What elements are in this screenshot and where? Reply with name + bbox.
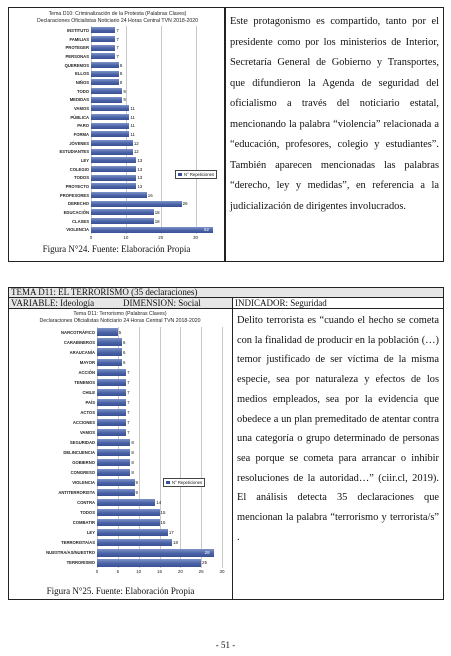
x-tick-label: 30: [219, 569, 225, 574]
category-label: CLASES: [72, 218, 89, 224]
x-gridline: [222, 327, 223, 568]
x-tick-label: 10: [123, 235, 129, 240]
bar: [97, 459, 130, 466]
bar: [91, 227, 213, 233]
category-label: TERRORISTA/AS: [61, 540, 95, 546]
data-label: 8: [131, 460, 134, 466]
x-gridline: [180, 327, 181, 568]
bar: [97, 449, 130, 456]
category-label: EDUCACIÓN: [63, 209, 89, 215]
bar: [97, 509, 160, 516]
x-tick-label: 20: [177, 569, 183, 574]
data-label: 26: [182, 201, 188, 207]
legend: [163, 478, 205, 487]
category-label: VAMOS: [73, 105, 89, 111]
data-label: 7: [116, 36, 119, 42]
category-label: TODO: [76, 88, 89, 94]
legend-label: N° Repeticiones: [172, 480, 203, 485]
chart-title-line1: Tema D11: Terrorismo (Palabras Claves): [73, 311, 167, 317]
data-label: 7: [127, 429, 130, 435]
dimension-label: DIMENSION: Social: [123, 297, 201, 308]
data-label: 12: [133, 140, 139, 146]
legend-swatch: [166, 481, 170, 484]
bar: [97, 539, 172, 546]
bar: [91, 105, 129, 111]
bar: [97, 369, 126, 376]
data-label: 15: [160, 520, 166, 526]
category-label: CONGRESO: [70, 470, 95, 476]
bar: [97, 489, 135, 496]
data-label: 7: [127, 399, 130, 405]
bar: [97, 328, 118, 335]
x-tick-label: 25: [198, 569, 204, 574]
bar: [91, 79, 119, 85]
category-label: JÓVENES: [69, 140, 89, 146]
category-label: FORMA: [73, 131, 89, 137]
category-label: LEY: [86, 530, 95, 536]
bar: [97, 559, 201, 566]
category-label: DELINCUENCIA: [63, 450, 95, 456]
legend-swatch: [178, 173, 182, 176]
category-label: CHILE: [82, 389, 95, 395]
data-label: 13: [137, 157, 143, 163]
chart-title-line1: Tema D10: Criminalización de la Protesta (Palabras Claves): [48, 11, 187, 17]
data-label: 9: [135, 490, 138, 496]
category-label: NIÑOS: [75, 79, 89, 85]
category-label: ACTOS: [80, 409, 95, 415]
bar: [97, 348, 122, 355]
bar: [91, 201, 182, 207]
data-label: 7: [127, 389, 130, 395]
category-label: CONTRA: [77, 500, 95, 506]
category-label: TODOS: [80, 510, 95, 516]
data-label: 7: [127, 369, 130, 375]
category-label: VIOLENCIA: [66, 227, 89, 233]
data-label: 8: [119, 62, 123, 68]
data-label: 8: [131, 470, 134, 476]
indicator-label: INDICADOR: Seguridad: [235, 297, 327, 308]
bar: [97, 499, 155, 506]
category-label: TODOS: [74, 175, 89, 181]
bar: [97, 519, 160, 526]
data-label: 6: [123, 359, 126, 365]
category-label: PROYECTO: [65, 183, 89, 189]
data-label: 16: [147, 192, 153, 198]
bar: [97, 399, 126, 406]
x-tick-label: 5: [116, 569, 120, 574]
bar: [91, 114, 129, 120]
bar: [91, 62, 119, 68]
bar: [97, 429, 126, 436]
category-label: ELLOS: [75, 71, 89, 77]
data-label: 13: [137, 166, 143, 172]
data-label: 13: [137, 175, 143, 181]
bar: [97, 409, 126, 416]
bar: [91, 97, 122, 103]
x-tick-label: 20: [158, 235, 164, 240]
data-label: 18: [154, 209, 160, 215]
category-label: PAÍS: [85, 399, 95, 405]
category-label: COMBATIR: [72, 520, 95, 526]
bar: [97, 439, 130, 446]
x-tick-label: 30: [193, 235, 199, 240]
x-tick-label: 0: [89, 235, 93, 240]
bar: [91, 131, 129, 137]
data-label: 28: [204, 550, 210, 556]
chart-d10: [15, 10, 220, 242]
bar: [91, 53, 115, 59]
category-label: ANTITERRORISTA: [58, 490, 95, 496]
bar: [91, 71, 119, 77]
figure-caption: Figura N°24. Fuente: Elaboración Propia: [42, 244, 191, 254]
bar: [91, 27, 115, 33]
data-label: 52: [204, 227, 209, 233]
data-label: 5: [118, 329, 122, 335]
data-label: 17: [168, 530, 174, 536]
x-gridline: [196, 26, 197, 234]
category-label: MAYOR: [79, 359, 95, 365]
bar: [91, 175, 136, 181]
figure-caption: Figura N°25. Fuente: Elaboración Propia: [46, 586, 195, 596]
data-label: 8: [131, 439, 134, 445]
bar: [91, 88, 122, 94]
category-label: MEDIDAS: [69, 97, 89, 103]
category-label: COLEGIO: [69, 166, 89, 172]
data-label: 7: [116, 53, 119, 59]
category-label: FAMILIAS: [69, 36, 89, 42]
category-label: VAMOS: [79, 429, 95, 435]
data-label: 13: [137, 183, 143, 189]
chart-d11: [13, 310, 227, 580]
bar: [91, 149, 133, 155]
bar: [97, 549, 214, 556]
data-label: 18: [173, 540, 178, 546]
page-number: - 51 -: [215, 640, 236, 650]
variable-label: VARIABLE: Ideología: [11, 297, 95, 308]
bar: [97, 529, 168, 536]
bar: [97, 469, 130, 476]
data-label: 7: [116, 45, 119, 51]
x-tick-label: 15: [156, 569, 162, 574]
data-label: 8: [131, 450, 134, 456]
data-label: 6: [123, 349, 126, 355]
bar: [97, 389, 126, 396]
category-label: PERSONAS: [65, 53, 89, 59]
bar: [91, 140, 133, 146]
data-label: 11: [130, 105, 135, 111]
data-label: 11: [130, 114, 135, 120]
data-label: 14: [156, 500, 162, 506]
x-gridline: [201, 327, 202, 568]
data-label: 15: [160, 510, 166, 516]
data-label: 12: [133, 149, 139, 155]
category-label: LEY: [80, 157, 89, 163]
bar: [91, 209, 154, 215]
body-paragraph: Delito terrorista es “cuando el hecho se cometa con la finalidad de producir en la población (…) temor justificado de ser víctima de la misma especie, sea por naturaleza y efectos de los medios empleados, sea por la evidencia que obedece a un plan premeditado de atentar contra una categoría o grupo determinado de personas sea porque se cometa para arrancar o inhibir resoluciones de la autoridad…” (ciir.cl, 2019). El análisis detecta 35 declaraciones que mencionan la palabra “terrorismo y terrorista/s” .: [237, 315, 439, 543]
data-label: 9: [123, 97, 126, 103]
x-tick-label: 0: [95, 569, 99, 574]
legend-label: N° Repeticiones: [184, 172, 215, 177]
category-label: ESTUDIANTES: [59, 149, 89, 155]
bar: [91, 45, 115, 51]
data-label: 6: [123, 339, 126, 345]
data-label: 25: [202, 560, 208, 566]
category-label: PARO: [77, 123, 89, 129]
category-label: NARCOTRÁFICO: [61, 329, 95, 335]
bar: [97, 338, 122, 345]
theme-title: TEMA D11: EL TERRORISMO (35 declaraciones): [11, 287, 198, 297]
bar: [91, 183, 136, 189]
data-label: 8: [119, 79, 123, 85]
category-label: INSTITUTO: [66, 27, 89, 33]
category-label: SEGURIDAD: [69, 439, 95, 445]
x-tick-label: 10: [136, 569, 142, 574]
chart-title-line2: Declaraciones Oficialistas Noticiario 24 Horas Central TVN 2018-2020: [36, 18, 199, 24]
category-label: PROFESORES: [59, 192, 89, 198]
bar: [91, 218, 154, 224]
category-label: DERECHO: [68, 201, 89, 207]
bar: [97, 359, 122, 366]
bar: [97, 479, 135, 486]
category-label: TENEMOS: [74, 379, 95, 385]
category-label: PROTEGER: [65, 45, 89, 51]
data-label: 18: [154, 218, 160, 224]
bar: [91, 36, 115, 42]
data-label: 7: [116, 27, 119, 33]
bar: [91, 192, 147, 198]
data-label: 8: [119, 71, 123, 77]
bar: [91, 123, 129, 129]
category-label: ACCIONES: [72, 419, 95, 425]
data-label: 7: [127, 379, 130, 385]
body-paragraph: Este protagonismo es compartido, tanto por el presidente como por los ministerios de Interior, Secretaría General de Gobierno y Transportes, que difundieron la Agenda de seguridad del oficialismo a través del noticiario estatal, mencionando la palabra “violencia” relacionada a “educación, profesores, colegio y estudiantes”. También aparecen mencionadas las palabras “derecho, ley y medidas”, en referencia a la judicialización de dirigentes involucrados.: [230, 16, 439, 212]
data-label: 7: [127, 409, 130, 415]
data-label: 7: [127, 419, 130, 425]
data-label: 9: [135, 480, 138, 486]
bar: [91, 157, 136, 163]
category-label: GOBIERNO: [72, 460, 95, 466]
category-label: NUESTRA/AS/NUESTRO: [46, 550, 95, 556]
category-label: VIOLENCIA: [72, 480, 95, 486]
bar: [97, 419, 126, 426]
data-label: 9: [123, 88, 126, 94]
data-label: 11: [130, 131, 135, 137]
chart-title-line2: Declaraciones Oficialistas Noticiario 24 Horas Central TVN 2018-2020: [39, 318, 201, 324]
category-label: PÚBLICA: [70, 114, 89, 120]
bar: [91, 166, 136, 172]
category-label: ARAUCANÍA: [69, 349, 95, 355]
legend: [175, 170, 217, 179]
category-label: TERRORISMO: [66, 560, 95, 566]
bar: [97, 379, 126, 386]
data-label: 11: [130, 123, 135, 129]
category-label: ACCIÓN: [78, 369, 95, 375]
category-label: QUEREMOS: [64, 62, 89, 68]
category-label: CARABINEROS: [63, 339, 95, 345]
